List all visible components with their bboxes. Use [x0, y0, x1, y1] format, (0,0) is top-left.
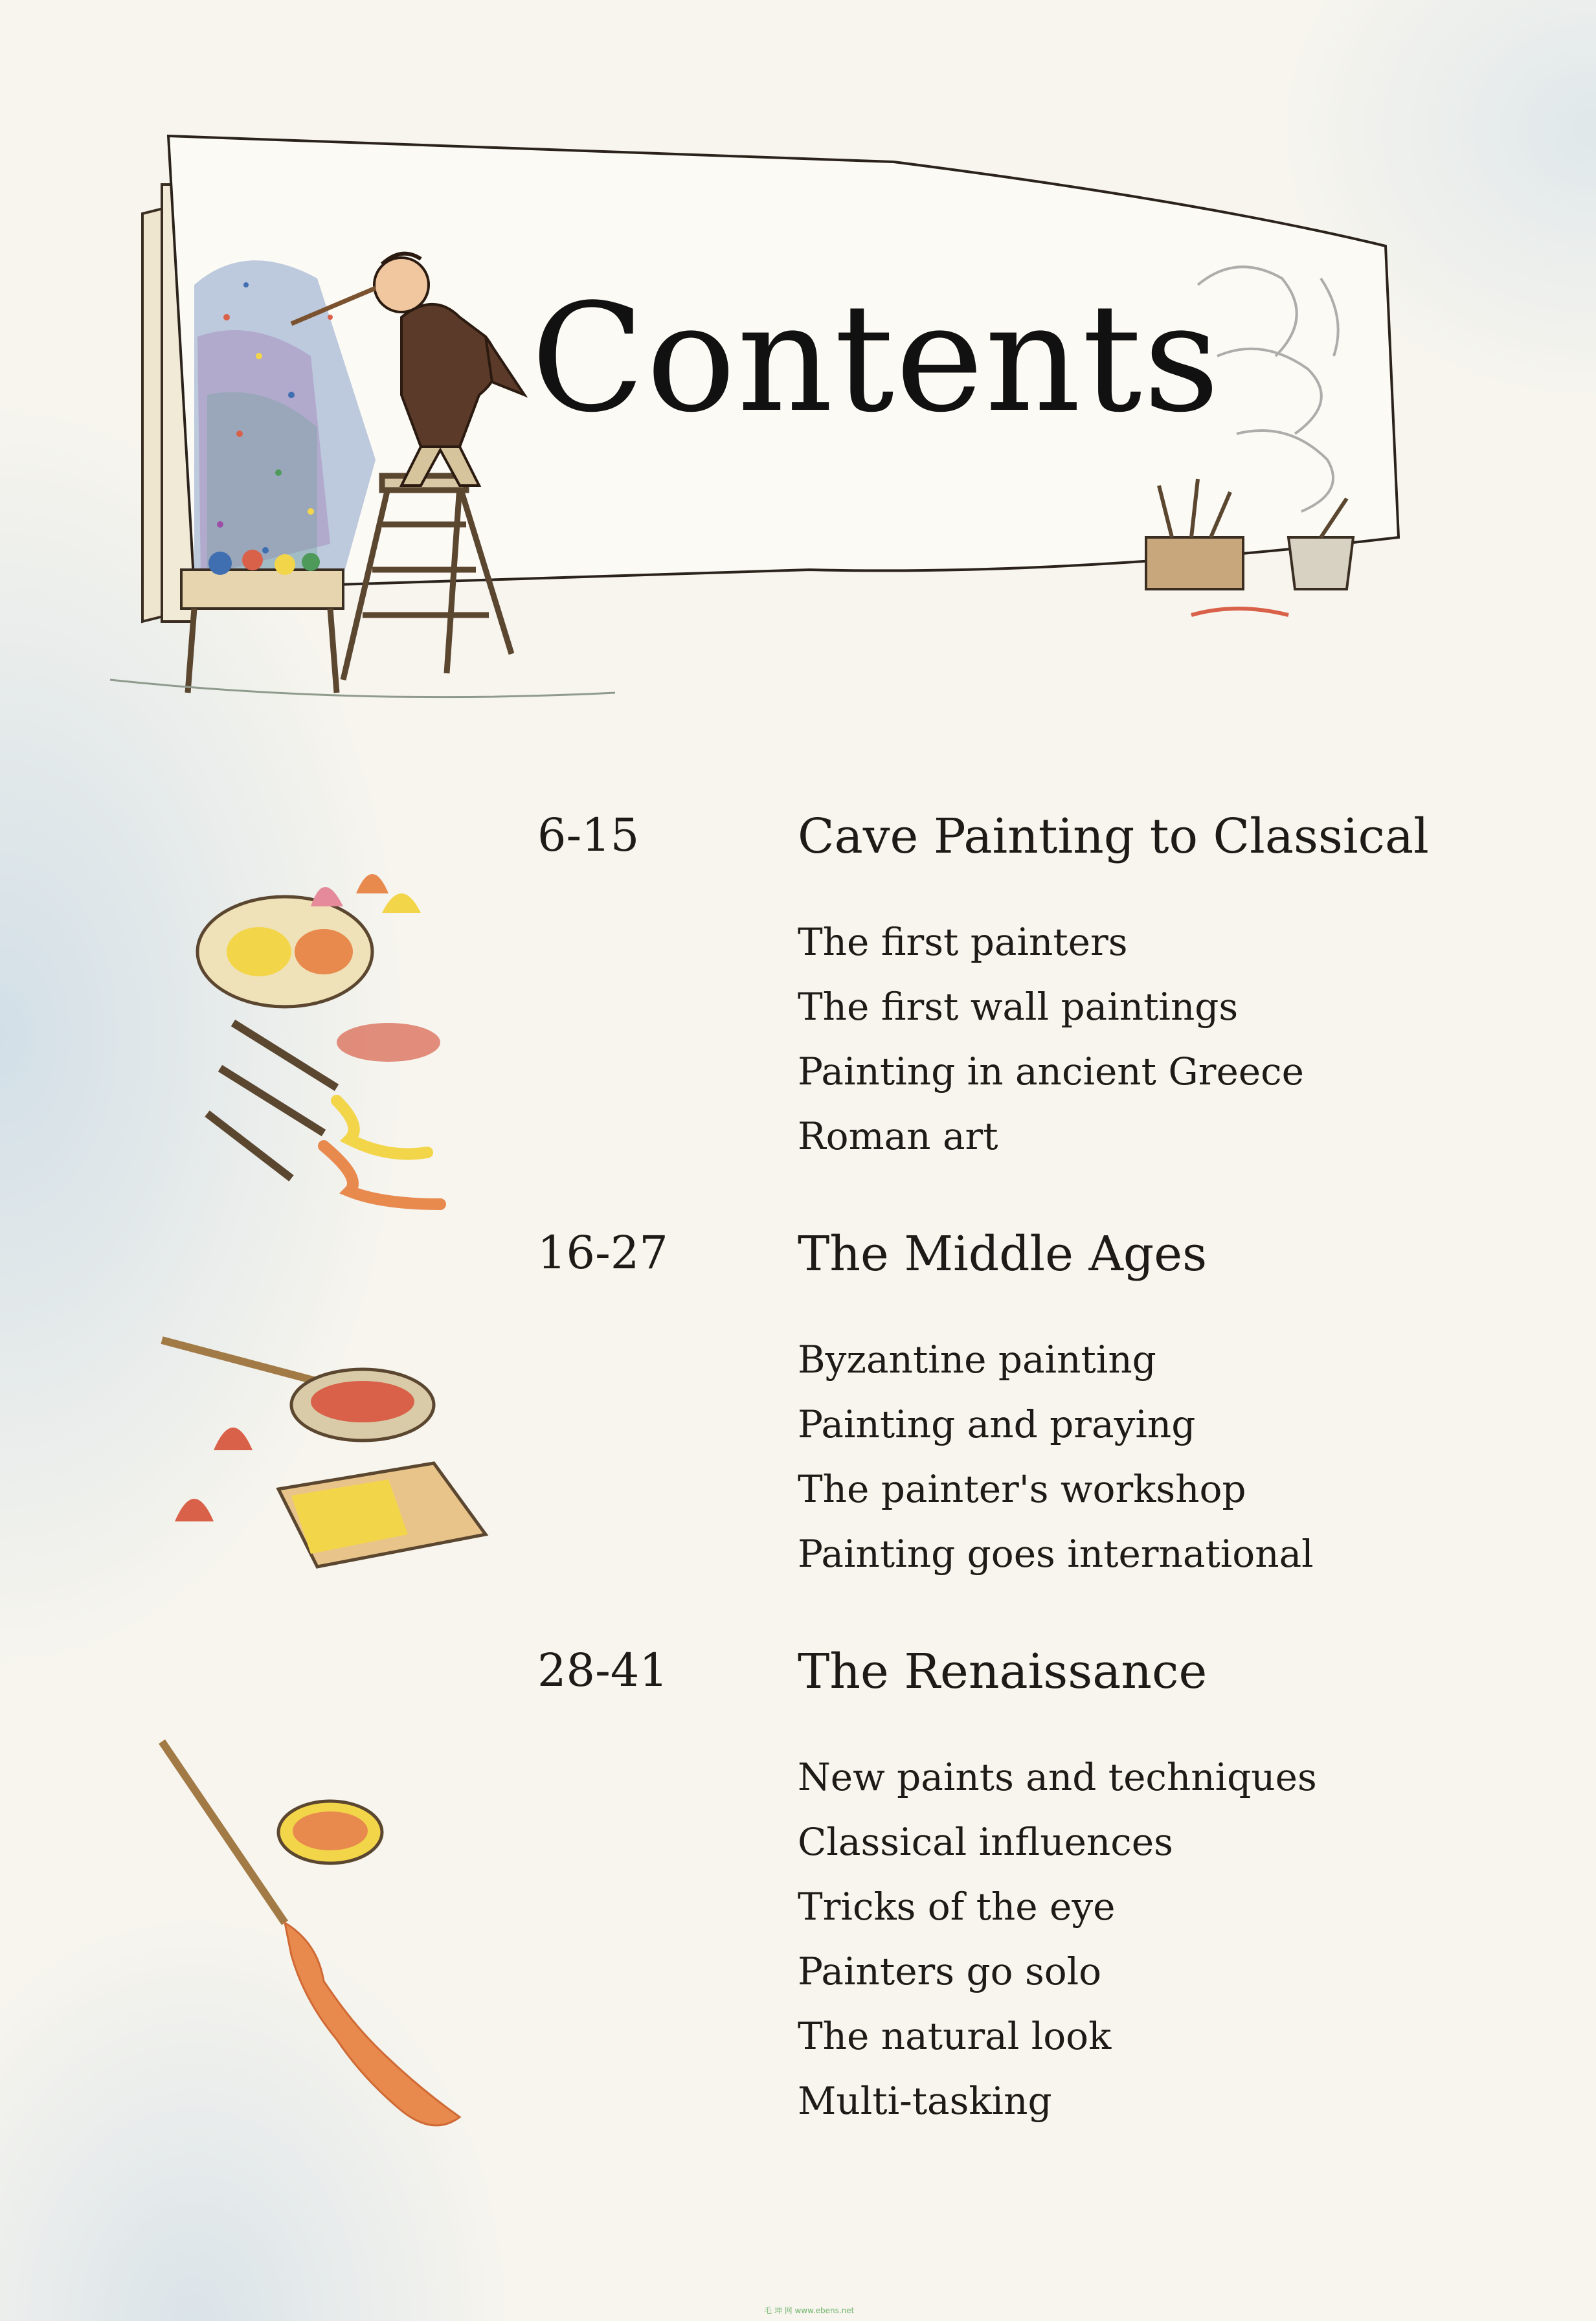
- brush-1: [233, 1023, 337, 1088]
- topic-item: The first wall paintings: [798, 985, 1239, 1029]
- section-title: Cave Painting to Classical: [798, 809, 1429, 864]
- topic-item: Classical influences: [798, 1820, 1173, 1864]
- middle-ages-illustration: [155, 1327, 492, 1586]
- topic-item: Roman art: [798, 1114, 998, 1158]
- pigment-mound-1: [214, 1428, 253, 1450]
- topic-item: New paints and techniques: [798, 1755, 1317, 1799]
- topic-item: Painters go solo: [798, 1949, 1102, 1993]
- topic-item: Multi-tasking: [798, 2079, 1052, 2123]
- topic-list: [798, 910, 1304, 1169]
- section-title: The Middle Ages: [798, 1226, 1208, 1282]
- footer-watermark: 毛 坤 网 www.ebens.net: [764, 2306, 855, 2315]
- page-range: 16-27: [537, 1226, 668, 1279]
- renaissance-illustration: [155, 1735, 492, 2136]
- topic-list: [798, 1745, 1317, 2133]
- page-range: 6-15: [537, 809, 640, 862]
- topic-item: Tricks of the eye: [798, 1885, 1116, 1929]
- topic-item: Painting in ancient Greece: [798, 1049, 1304, 1093]
- yellow-stroke: [337, 1101, 427, 1154]
- red-pigment: [295, 929, 353, 974]
- topic-item: Painting and praying: [798, 1402, 1196, 1446]
- topic-item: Byzantine painting: [798, 1338, 1156, 1382]
- page-range: 28-41: [537, 1644, 668, 1697]
- yellow-pigment-mound: [382, 893, 421, 913]
- cave-painting-illustration: [194, 855, 453, 1230]
- section-title: The Renaissance: [798, 1644, 1208, 1699]
- red-pigment-pile: [337, 1023, 440, 1062]
- paint-splash: [1191, 609, 1288, 615]
- topic-item: The natural look: [798, 2014, 1112, 2058]
- yellow-pigment: [227, 927, 291, 976]
- paint-table: [181, 550, 343, 693]
- paint-pot-fill: [293, 1811, 368, 1850]
- bowl-paint: [311, 1381, 414, 1422]
- topic-item: The first painters: [798, 920, 1128, 964]
- orange-pigment-mound: [356, 874, 388, 893]
- brush-3: [207, 1114, 291, 1178]
- topic-list: [798, 1327, 1314, 1586]
- orange-paint-trail: [285, 1923, 460, 2125]
- page-title: Contents: [531, 273, 1221, 445]
- brush-2: [220, 1068, 324, 1133]
- topic-item: Painting goes international: [798, 1532, 1314, 1576]
- pigment-mound-2: [175, 1499, 214, 1521]
- topic-item: The painter's workshop: [798, 1467, 1246, 1511]
- pink-pigment-mound: [311, 887, 343, 906]
- renaissance-brush: [162, 1742, 285, 1923]
